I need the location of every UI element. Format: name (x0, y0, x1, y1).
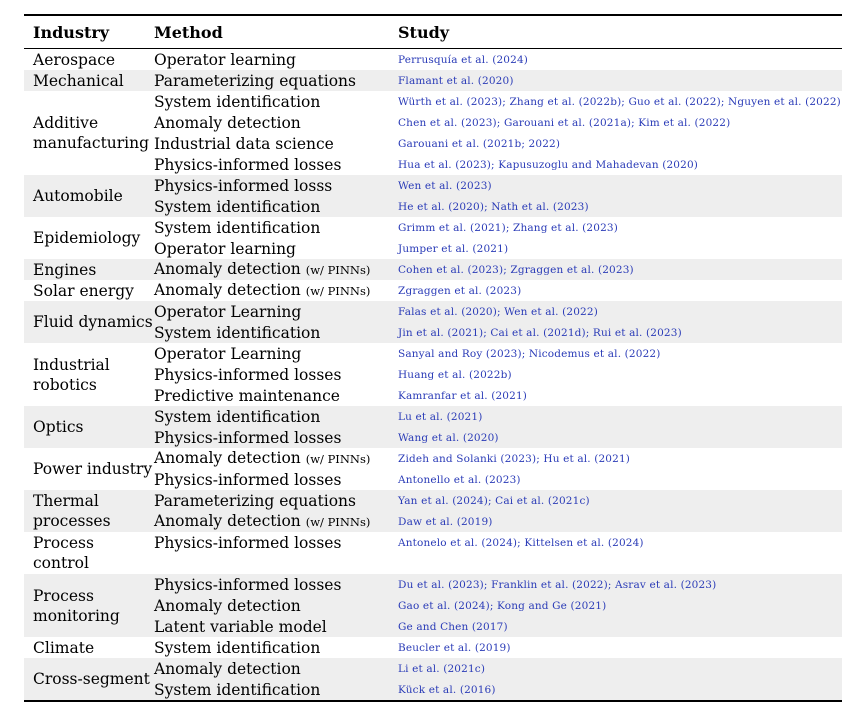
table-row (24, 175, 842, 196)
pinn-qualifier: (w/ PINNs) (305, 263, 371, 277)
method-cell (154, 679, 398, 700)
method-cell (154, 532, 398, 553)
method-cell (154, 322, 398, 343)
method-cell (154, 49, 398, 70)
header-method: Method (154, 22, 223, 42)
industry-cell: Solar energy (33, 281, 134, 300)
table-row (24, 301, 842, 322)
method-label: System identification (154, 197, 321, 216)
industry-cell: Cross-segment (24, 658, 154, 700)
method-cell (154, 448, 398, 469)
method-label: Physics-informed losses (154, 575, 342, 594)
table-row (24, 259, 842, 280)
study-citation-link[interactable]: Huang et al. (2022b) (398, 368, 512, 381)
study-citation-link[interactable]: Wen et al. (2023) (398, 175, 842, 196)
study-citation-link[interactable]: Zgraggen et al. (2023) (398, 284, 522, 297)
industry-cell: Thermal processes (24, 490, 154, 532)
study-citation-link[interactable]: Jin et al. (2021); Cai et al. (2021d); Rui et al. (2023) (398, 322, 842, 343)
pinn-qualifier: (w/ PINNs) (305, 284, 371, 298)
study-citation-link[interactable]: Jumper et al. (2021) (398, 242, 509, 255)
table-row (24, 280, 842, 301)
study-citation-link[interactable]: Sanyal and Roy (2023); Nicodemus et al. (2022) (398, 347, 661, 360)
study-citation-link[interactable]: Antonello et al. (2023) (398, 473, 521, 486)
method-label: System identification (154, 323, 321, 342)
study-citation-link[interactable]: Flamant et al. (2020) (398, 70, 842, 91)
method-cell (154, 427, 398, 448)
study-citation-link[interactable]: Zideh and Solanki (2023); Hu et al. (2021) (398, 452, 631, 465)
table-row (24, 637, 842, 658)
method-cell (154, 91, 398, 112)
industry-cell: Process monitoring (24, 574, 154, 637)
table-row (24, 49, 842, 70)
method-cell (154, 364, 398, 385)
method-cell (154, 595, 398, 616)
method-cell (154, 217, 398, 238)
method-cell (154, 280, 398, 301)
table-body (24, 49, 842, 700)
industry-methods-body (24, 49, 842, 700)
method-label: Operator Learning (154, 302, 302, 321)
method-cell (154, 259, 398, 280)
method-label: System identification (154, 407, 321, 426)
table-row (24, 70, 842, 91)
method-label: Physics-informed losses (154, 533, 342, 552)
method-label: Predictive maintenance (154, 386, 340, 405)
method-cell (154, 574, 398, 595)
study-citation-link[interactable]: Antonelo et al. (2024); Kittelsen et al. (2024) (398, 536, 644, 549)
table-container (24, 14, 842, 702)
industry-cell: Optics (24, 406, 154, 448)
study-citation-link[interactable]: Chen et al. (2023); Garouani et al. (2021a); Kim et al. (2022) (398, 116, 731, 129)
industry-cell: Engines (24, 259, 154, 280)
method-label: Physics-informed losss (154, 176, 333, 195)
method-label: Operator learning (154, 239, 296, 258)
method-cell (154, 238, 398, 259)
pinn-qualifier: (w/ PINNs) (305, 515, 371, 529)
study-citation-link[interactable]: Lu et al. (2021) (398, 406, 842, 427)
method-label: Latent variable model (154, 617, 327, 636)
table-row (24, 574, 842, 595)
method-cell (154, 343, 398, 364)
method-label: Anomaly detection (154, 260, 301, 278)
header-row (24, 16, 842, 48)
table-row (24, 406, 842, 427)
method-label: Anomaly detection (154, 512, 301, 530)
industry-cell: Process control (33, 534, 94, 572)
industry-methods-table (24, 16, 842, 48)
method-label: Operator Learning (154, 344, 302, 363)
method-cell (154, 301, 398, 322)
study-citation-link[interactable]: Kamranfar et al. (2021) (398, 389, 528, 402)
table-row (24, 91, 842, 112)
method-cell (154, 616, 398, 637)
study-citation-link[interactable]: Perrusquía et al. (2024) (398, 53, 529, 66)
method-cell (154, 175, 398, 196)
method-cell (154, 511, 398, 532)
method-cell (154, 196, 398, 217)
method-cell (154, 154, 398, 175)
method-label: Anomaly detection (154, 659, 301, 678)
method-label: Parameterizing equations (154, 71, 356, 90)
method-label: Physics-informed losses (154, 470, 342, 489)
study-citation-link[interactable]: Falas et al. (2020); Wen et al. (2022) (398, 301, 842, 322)
pinn-qualifier: (w/ PINNs) (305, 452, 371, 466)
study-citation-link[interactable]: Grimm et al. (2021); Zhang et al. (2023) (398, 221, 618, 234)
study-citation-link[interactable]: Yan et al. (2024); Cai et al. (2021c) (398, 490, 842, 511)
method-cell (154, 658, 398, 679)
industry-cell: Industrial robotics (33, 355, 110, 394)
method-cell (154, 70, 398, 91)
method-label: Physics-informed losses (154, 155, 342, 174)
method-label: Anomaly detection (154, 113, 301, 132)
method-cell (154, 112, 398, 133)
method-label: System identification (154, 92, 321, 111)
table-row (24, 532, 842, 553)
method-label: Anomaly detection (154, 281, 301, 299)
method-cell (154, 406, 398, 427)
method-label: System identification (154, 638, 321, 657)
industry-cell: Mechanical (24, 70, 154, 91)
industry-cell: Epidemiology (33, 229, 141, 247)
method-label: System identification (154, 680, 321, 699)
method-label: Anomaly detection (154, 449, 301, 467)
method-label: Parameterizing equations (154, 491, 356, 510)
study-citation-link[interactable]: Gao et al. (2024); Kong and Ge (2021) (398, 595, 842, 616)
study-citation-link[interactable]: Kück et al. (2016) (398, 679, 842, 700)
study-citation-link[interactable]: Ge and Chen (2017) (398, 616, 842, 637)
table-row (24, 490, 842, 511)
study-citation-link[interactable]: Cohen et al. (2023); Zgraggen et al. (2023) (398, 259, 842, 280)
method-label: Operator learning (154, 50, 296, 69)
industry-cell: Aerospace (33, 50, 116, 69)
industry-cell: Climate (33, 638, 95, 657)
study-citation-link[interactable]: Beucler et al. (2019) (398, 641, 511, 654)
industry-cell: Automobile (24, 175, 154, 217)
header-industry: Industry (33, 22, 110, 42)
table-row (24, 448, 842, 469)
study-citation-link[interactable]: Wang et al. (2020) (398, 427, 842, 448)
study-citation-link (398, 553, 842, 574)
method-cell (154, 637, 398, 658)
method-label: Industrial data science (154, 134, 334, 153)
method-label: Physics-informed losses (154, 428, 342, 447)
method-label: Anomaly detection (154, 596, 301, 615)
method-label: Physics-informed losses (154, 365, 342, 384)
method-cell (154, 469, 398, 490)
table-row (24, 343, 842, 364)
method-label: System identification (154, 218, 321, 237)
table-row (24, 658, 842, 679)
study-citation-link[interactable]: Garouani et al. (2021b; 2022) (398, 137, 561, 150)
study-citation-link[interactable]: He et al. (2020); Nath et al. (2023) (398, 196, 842, 217)
study-citation-link[interactable]: Daw et al. (2019) (398, 511, 842, 532)
study-citation-link[interactable]: Hua et al. (2023); Kapusuzoglu and Mahadevan (2020) (398, 158, 699, 171)
study-citation-link[interactable]: Würth et al. (2023); Zhang et al. (2022b); Guo et al. (2022); Nguyen et al. (2022) (398, 95, 841, 108)
method-cell (154, 385, 398, 406)
table-row (24, 217, 842, 238)
industry-cell: Additive manufacturing (33, 114, 150, 152)
method-cell (154, 490, 398, 511)
study-citation-link[interactable]: Du et al. (2023); Franklin et al. (2022); Asrav et al. (2023) (398, 574, 842, 595)
header-study: Study (398, 22, 450, 42)
method-cell (154, 133, 398, 154)
bottom-rule (24, 700, 842, 702)
study-citation-link[interactable]: Li et al. (2021c) (398, 658, 842, 679)
industry-cell: Fluid dynamics (24, 301, 154, 343)
method-cell (154, 553, 398, 574)
industry-cell: Power industry (33, 460, 153, 478)
